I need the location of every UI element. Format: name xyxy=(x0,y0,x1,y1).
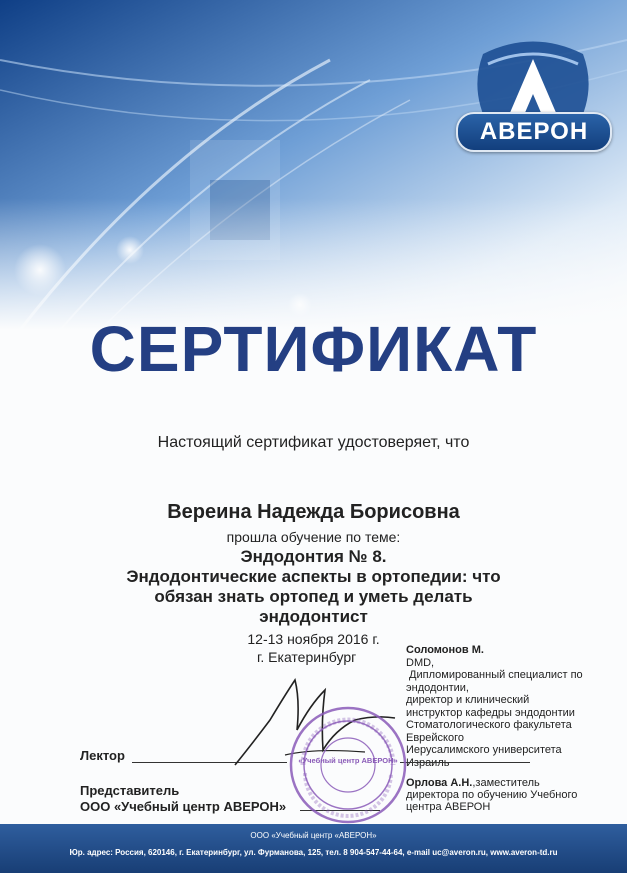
topic-line-3: обязан знать ортопед и уметь делать xyxy=(154,587,473,606)
lecturer-name: Соломонов М. xyxy=(406,644,484,656)
deputy-name: Орлова А.Н. xyxy=(406,777,473,789)
topic-line-1: Эндодонтия № 8. xyxy=(240,547,387,566)
certificate-title: СЕРТИФИКАТ xyxy=(89,313,538,385)
lecturer-line-7: Еврейского xyxy=(406,731,465,744)
lecturer-line-3: эндодонтии, xyxy=(406,681,469,694)
course-topic xyxy=(80,547,547,627)
recipient-name: Вереина Надежда Борисовна xyxy=(167,501,460,523)
lecturer-line-2: Дипломированный специалист по xyxy=(406,669,583,681)
organization-stamp xyxy=(283,703,413,828)
averon-logo-wordmark xyxy=(456,112,612,152)
lecturer-line-4: директор и клинический xyxy=(406,694,530,706)
lecturer-line-6: Стоматологического факультета xyxy=(406,719,572,731)
course-city: г. Екатеринбург xyxy=(257,649,357,665)
lecturer-line-5: инструктор кафедры эндодонтии xyxy=(406,706,575,719)
certificate-intro: Настоящий сертификат удостоверяет, что xyxy=(157,434,470,451)
studied-text: прошла обучение по теме: xyxy=(226,529,401,545)
lecturer-line-1: DMD, xyxy=(406,656,435,669)
course-date: 12-13 ноября 2016 г. xyxy=(247,631,380,647)
lecturer-line-8: Иерусалимского университета xyxy=(406,744,562,756)
lecturer-line-9: Израиль xyxy=(406,756,450,769)
topic-line-4: эндодонтист xyxy=(259,607,368,626)
lecturer-signature-line xyxy=(400,762,530,763)
representative-line-2: ООО «Учебный центр АВЕРОН» xyxy=(80,799,287,814)
topic-line-2: Эндодонтические аспекты в ортопедии: что xyxy=(126,567,501,586)
deputy-role-1: ,заместитель xyxy=(472,777,540,789)
logo-text: АВЕРОН xyxy=(479,118,589,145)
deputy-director-info xyxy=(406,777,606,813)
deputy-role-3: центра АВЕРОН xyxy=(406,801,491,813)
lector-label: Лектор xyxy=(80,748,125,763)
representative-line-1: Представитель xyxy=(80,783,180,798)
stamp-center-text: «Учебный центр АВЕРОН» xyxy=(298,756,398,765)
deputy-role-2: директора по обучению Учебного xyxy=(406,789,578,801)
representative-label xyxy=(80,783,286,815)
footer-address: Юр. адрес: Россия, 620146, г. Екатеринбург, ул. Фурманова, 125, тел. 8 904-547-44-64, e-mail uc@averon.ru, www.averon-td.ru xyxy=(69,848,558,857)
footer-org-name: ООО «Учебный центр «АВЕРОН» xyxy=(250,831,377,840)
lecturer-info xyxy=(406,644,606,769)
